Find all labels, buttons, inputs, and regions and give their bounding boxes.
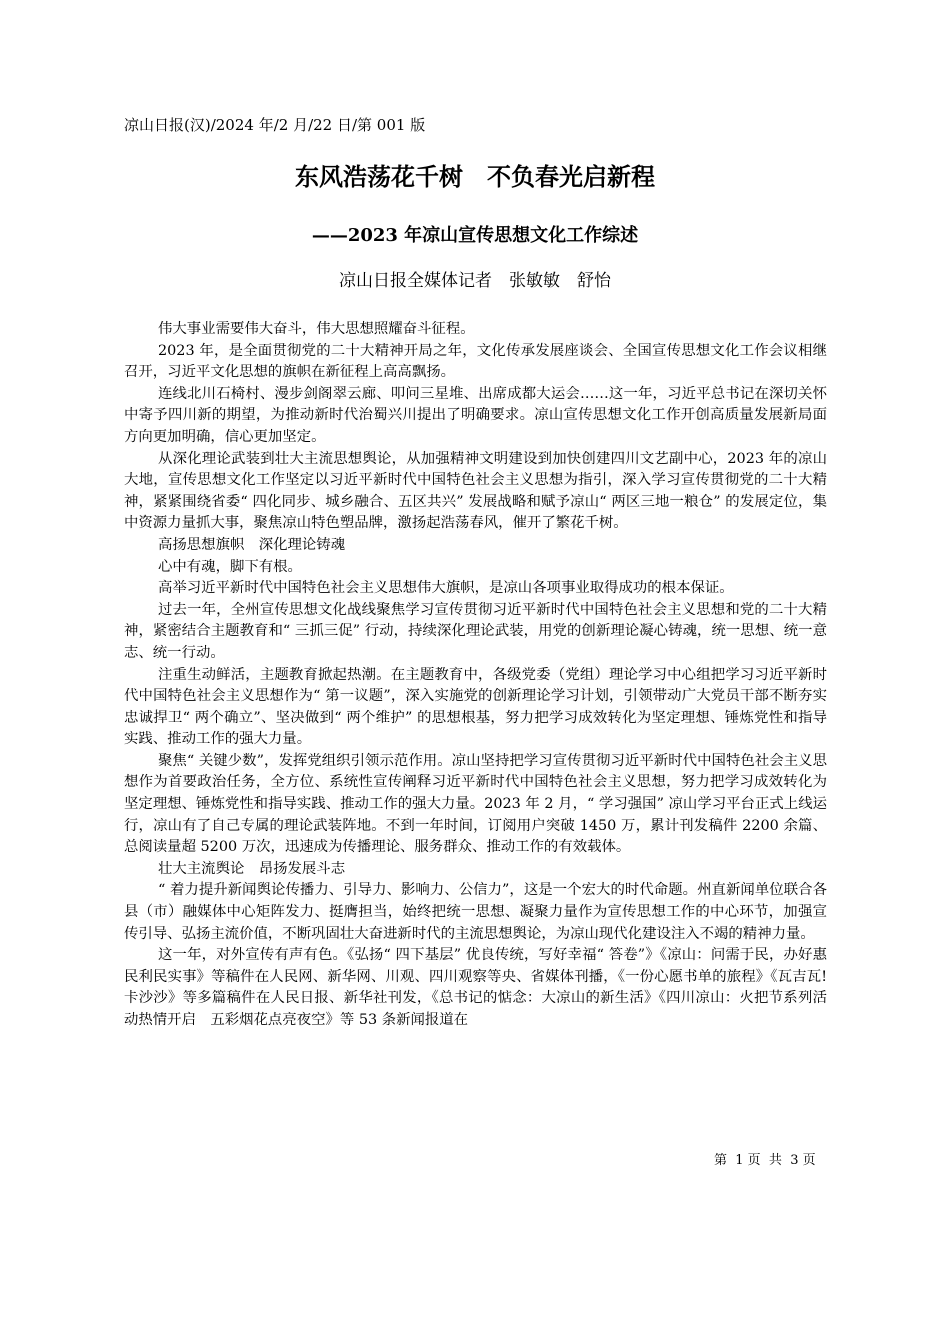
paragraph: 高举习近平新时代中国特色社会主义思想伟大旗帜，是凉山各项事业取得成功的根本保证。 <box>158 580 734 597</box>
paragraph: 伟大事业需要伟大奋斗，伟大思想照耀奋斗征程。 <box>158 321 475 337</box>
paragraph: 这一年，对外宣传有声有色。《弘扬“ 四下基层” 优良传统，写好幸福“ 答卷”》《凉山：问需于民，办好惠民利民实事》等稿件在人民网、新华网、川观、四川观察等央、省媒体刊播，《一份心愿书单的旅程》《瓦吉瓦!卡沙沙》等多篇稿件在人民日报、新华社刊发，《总书记的惦念：大凉山的新生活》《四川凉山：火把节系列活动热情开启 五彩烟花点亮夜空》等 53 条新闻报道在 <box>124 947 827 1028</box>
source-line: 凉山日报(汉)/2024 年/2 月/22 日/第 001 版 <box>124 116 426 134</box>
page-indicator: 第 1 页 共 3 页 <box>714 1153 816 1168</box>
paragraph: 连线北川石椅村、漫步剑阁翠云廊、叩问三星堆、出席成都大运会……这一年，习近平总书记在深切关怀中寄予四川新的期望，为推动新时代治蜀兴川提出了明确要求。凉山宣传思想文化工作开创高质量发展新局面方向更加明确，信心更加坚定。 <box>124 385 827 445</box>
paragraph: “ 着力提升新闻舆论传播力、引导力、影响力、公信力”，这是一个宏大的时代命题。州直新闻单位联合各县（市）融媒体中心矩阵发力、挺膺担当，始终把统一思想、凝聚力量作为宣传思想工作的中心环节，加强宣传引导、弘扬主流价值，不断巩固壮大奋进新时代的主流思想舆论，为凉山现代化建设注入不竭的精神力量。 <box>124 882 827 942</box>
article-subtitle: ——2023 年凉山宣传思想文化工作综述 <box>311 225 639 246</box>
article-byline: 凉山日报全媒体记者 张敏敏 舒怡 <box>339 271 611 291</box>
paragraph: 注重生动鲜活，主题教育掀起热潮。在主题教育中，各级党委（党组）理论学习中心组把学习习近平新时代中国特色社会主义思想作为“ 第一议题”，深入实施党的创新理论学习计划，引领带动广大党员干部不断夯实忠诚捍卫“ 两个确立”、坚决做到“ 两个维护” 的思想根基，努力把学习成效转化为坚定理想、锤炼党性和指导实践、推动工作的强大力量。 <box>124 666 827 748</box>
paragraph: 心中有魂，脚下有根。 <box>158 558 302 575</box>
paragraph: 聚焦“ 关键少数”，发挥党组织引领示范作用。凉山坚持把学习宣传贯彻习近平新时代中国特色社会主义思想作为首要政治任务，全方位、系统性宣传阐释习近平新时代中国特色社会主义思想，努力把学习成效转化为坚定理想、锤炼党性和指导实践、推动工作的强大力量。2023 年 2 月，“ 学习强国” 凉山学习平台正式上线运行，凉山有了自己专属的理论武装阵地。不到一年时间，订阅用户突破 1450 万，累计刊发稿件 2200 余篇、总阅读量超 5200 万次，迅速成为传播理论、服务群众、推动工作的有效载体。 <box>124 752 827 856</box>
section-heading: 壮大主流舆论 昂扬发展斗志 <box>158 860 346 877</box>
section-heading: 高扬思想旗帜 深化理论铸魂 <box>158 536 346 553</box>
paragraph: 2023 年，是全面贯彻党的二十大精神开局之年，文化传承发展座谈会、全国宣传思想文化工作会议相继召开，习近平文化思想的旗帜在新征程上高高飘扬。 <box>124 342 827 381</box>
article-body <box>124 319 827 1032</box>
paragraph: 从深化理论武装到壮大主流思想舆论，从加强精神文明建设到加快创建四川文艺副中心，2023 年的凉山大地，宣传思想文化工作坚定以习近平新时代中国特色社会主义思想为指引，深入学习宣传贯彻党的二十大精神，紧紧围绕省委“ 四化同步、城乡融合、五区共兴” 发展战略和赋予凉山“ 两区三地一粮仓” 的发展定位，集中资源力量抓大事，聚焦凉山特色塑品牌，激扬起浩荡春风，催开了繁花千树。 <box>124 450 827 532</box>
article-title: 东风浩荡花千树 不负春光启新程 <box>295 162 655 191</box>
paragraph: 过去一年，全州宣传思想文化战线聚焦学习宣传贯彻习近平新时代中国特色社会主义思想和党的二十大精神，紧密结合主题教育和“ 三抓三促” 行动，持续深化理论武装，用党的创新理论凝心铸魂，统一思想、统一意志、统一行动。 <box>124 601 827 661</box>
